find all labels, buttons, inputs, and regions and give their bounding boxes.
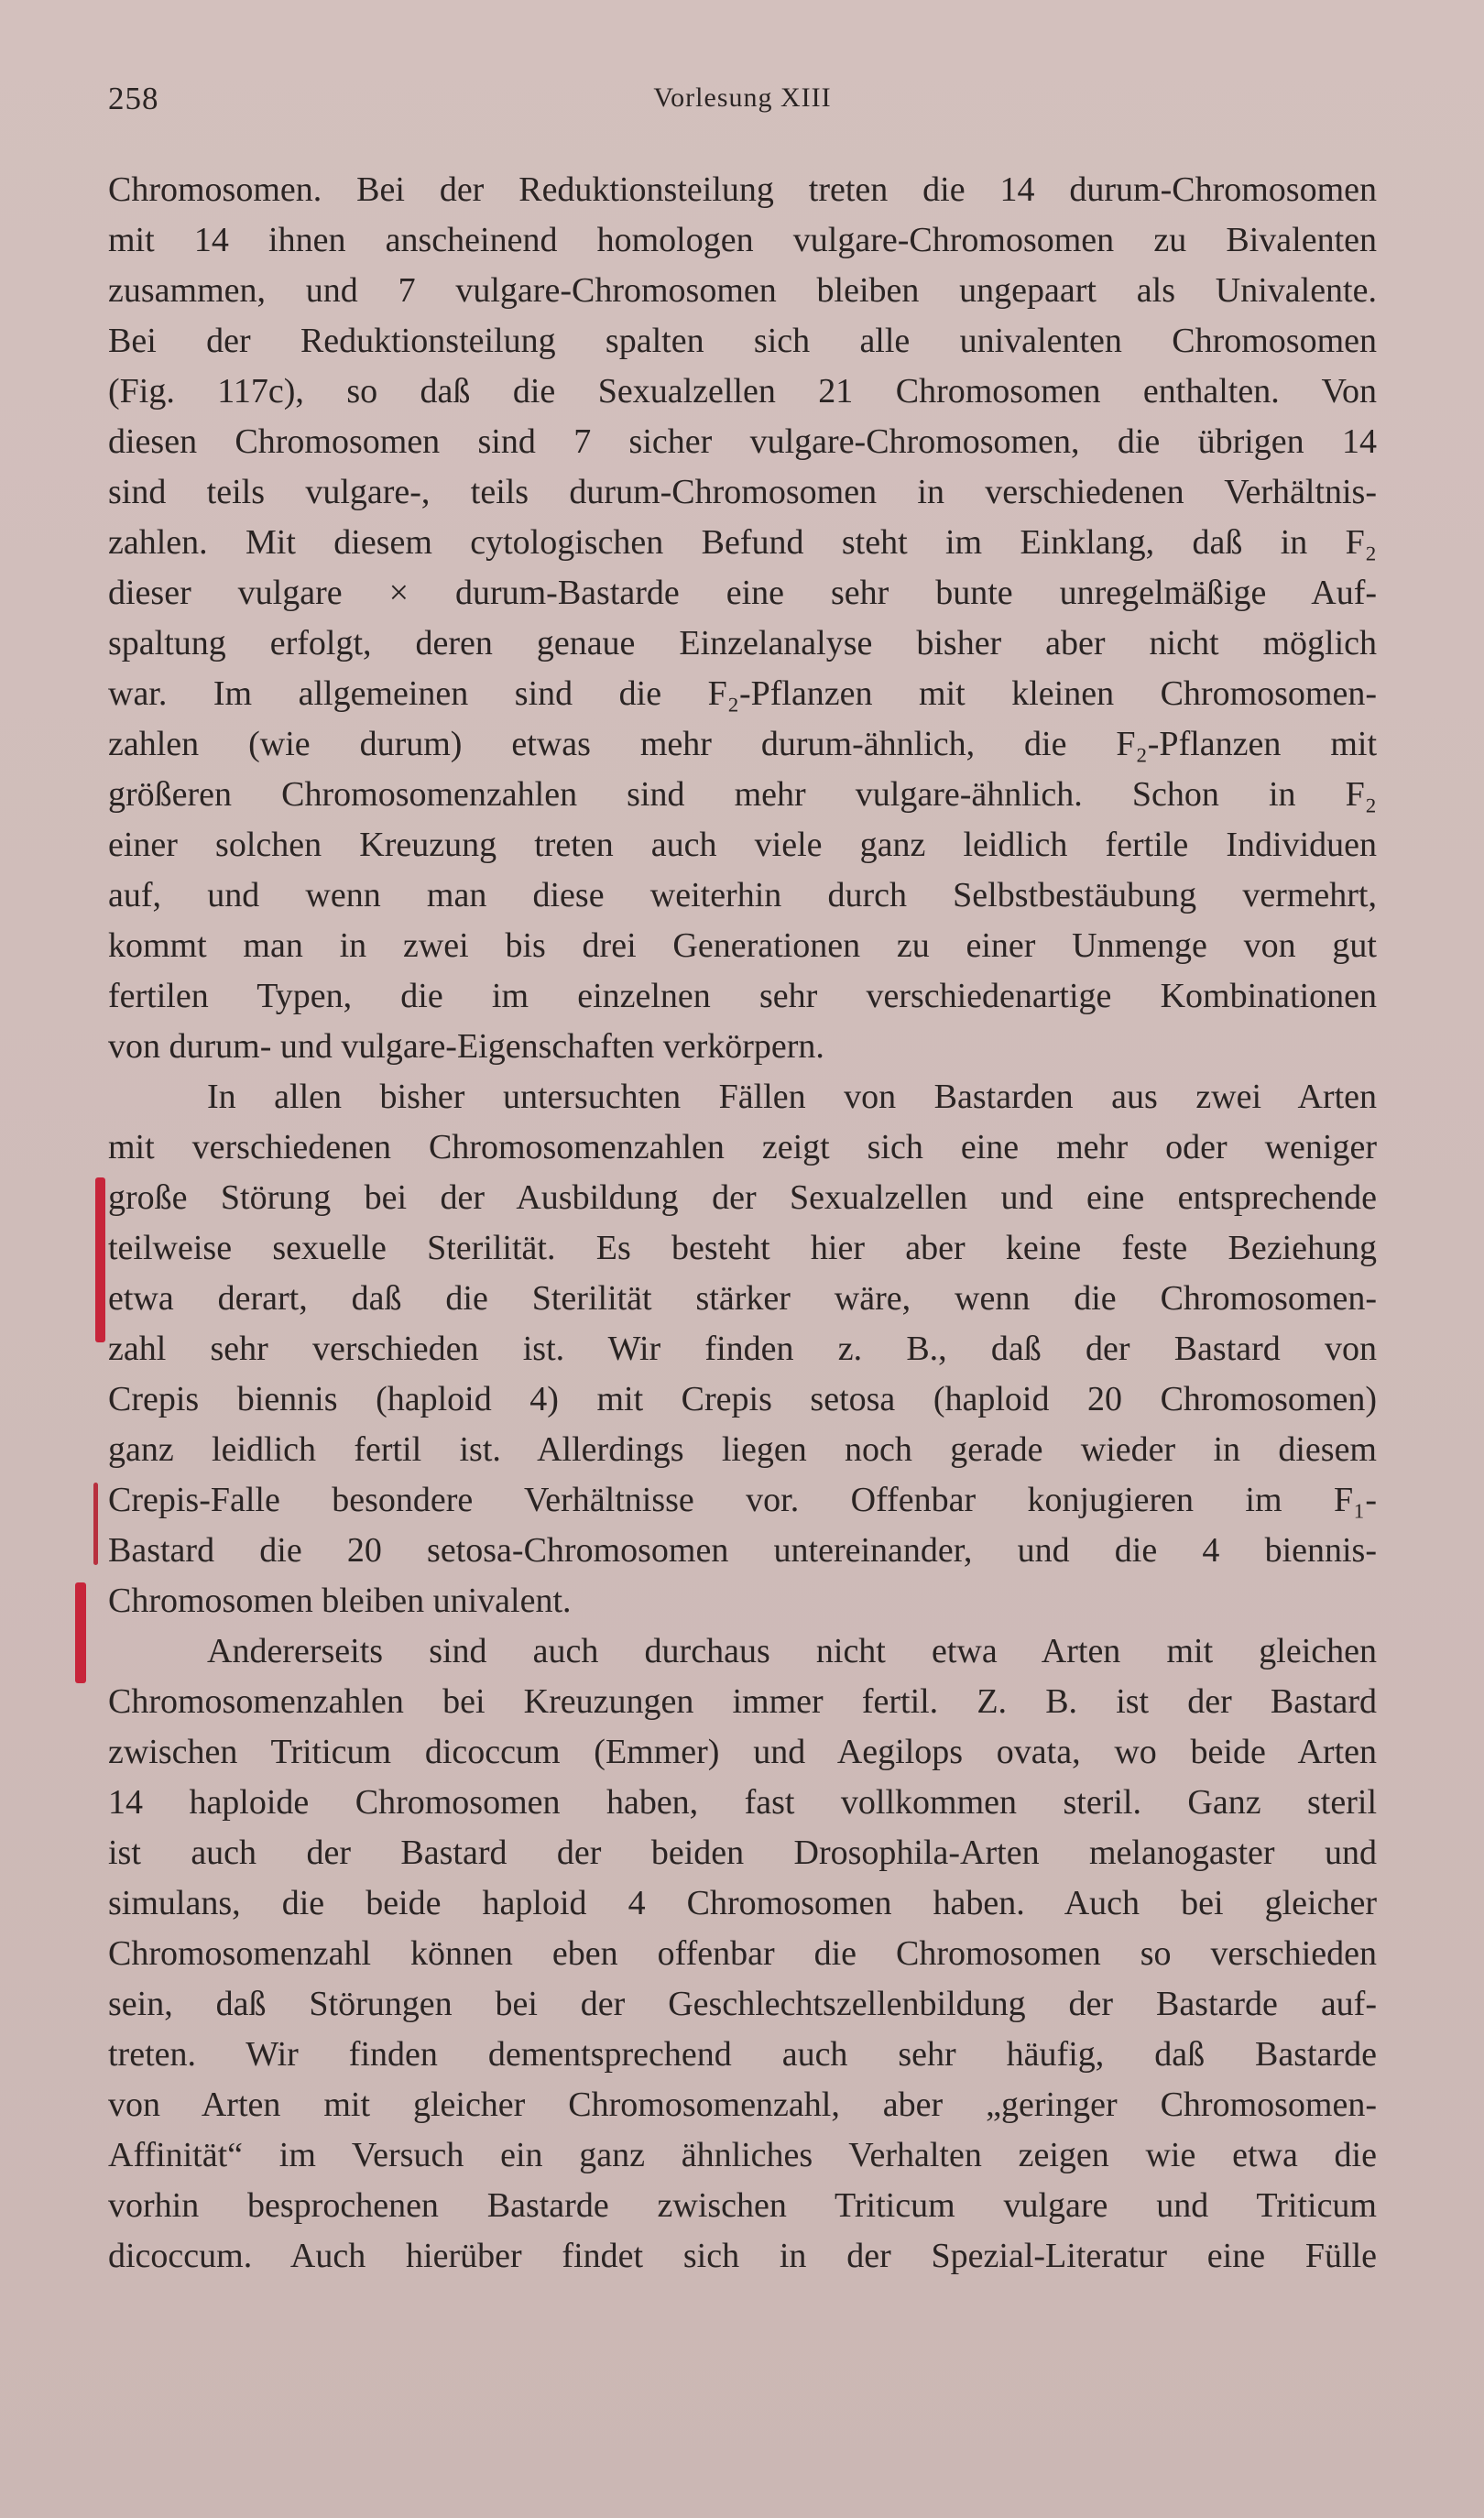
text-line: zwischen Triticum dicoccum (Emmer) und Aegilops ovata, wo beide Arten bbox=[108, 1733, 1377, 1771]
text-line: ganz leidlich fertil ist. Allerdings liegen noch gerade wieder in diesem bbox=[108, 1430, 1377, 1469]
margin-mark bbox=[93, 1483, 98, 1565]
text-line: Bei der Reduktionsteilung spalten sich alle univalenten Chromosomen bbox=[108, 322, 1377, 360]
text-line: dicoccum. Auch hierüber findet sich in der Spezial-Literatur eine Fülle bbox=[108, 2237, 1377, 2275]
text-line: sind teils vulgare-, teils durum-Chromosomen in verschiedenen Verhältnis- bbox=[108, 473, 1377, 511]
text-line: von Arten mit gleicher Chromosomenzahl, aber „geringer Chromosomen- bbox=[108, 2086, 1377, 2124]
text-line: auf, und wenn man diese weiterhin durch Selbstbestäubung vermehrt, bbox=[108, 876, 1377, 914]
text-line: In allen bisher untersuchten Fällen von Bastarden aus zwei Arten bbox=[207, 1078, 1377, 1116]
text-line: sein, daß Störungen bei der Geschlechtszellenbildung der Bastarde auf- bbox=[108, 1985, 1377, 2023]
text-line: fertilen Typen, die im einzelnen sehr verschiedenartige Kombinationen bbox=[108, 977, 1377, 1015]
text-line: größeren Chromosomenzahlen sind mehr vulgare-ähnlich. Schon in F₂ bbox=[108, 775, 1377, 814]
running-head: Vorlesung XIII bbox=[653, 82, 832, 113]
text-line: teilweise sexuelle Sterilität. Es besteht hier aber keine feste Beziehung bbox=[108, 1229, 1377, 1267]
page-header bbox=[108, 81, 1377, 126]
text-line: Chromosomen. Bei der Reduktionsteilung treten die 14 durum-Chromosomen bbox=[108, 170, 1377, 209]
text-line: ist auch der Bastard der beiden Drosophila-Arten melanogaster und bbox=[108, 1834, 1377, 1872]
text-line: Crepis biennis (haploid 4) mit Crepis setosa (haploid 20 Chromosomen) bbox=[108, 1380, 1377, 1418]
text-line: mit 14 ihnen anscheinend homologen vulgare-Chromosomen zu Bivalenten bbox=[108, 221, 1377, 259]
text-line: zahl sehr verschieden ist. Wir finden z. B., daß der Bastard von bbox=[108, 1330, 1377, 1368]
text-line: spaltung erfolgt, deren genaue Einzelanalyse bisher aber nicht möglich bbox=[108, 624, 1377, 662]
text-line: war. Im allgemeinen sind die F₂-Pflanzen mit kleinen Chromosomen- bbox=[108, 674, 1377, 713]
text-line: Chromosomen bleiben univalent. bbox=[108, 1582, 572, 1620]
text-line: vorhin besprochenen Bastarde zwischen Triticum vulgare und Triticum bbox=[108, 2186, 1377, 2225]
text-line: von durum- und vulgare-Eigenschaften verkörpern. bbox=[108, 1027, 824, 1066]
text-line: zahlen (wie durum) etwas mehr durum-ähnlich, die F₂-Pflanzen mit bbox=[108, 725, 1377, 763]
text-line: treten. Wir finden dementsprechend auch sehr häufig, daß Bastarde bbox=[108, 2035, 1377, 2074]
text-line: Affinität“ im Versuch ein ganz ähnliches Verhalten zeigen wie etwa die bbox=[108, 2136, 1377, 2174]
text-line: zusammen, und 7 vulgare-Chromosomen bleiben ungepaart als Univalente. bbox=[108, 271, 1377, 310]
text-line: zahlen. Mit diesem cytologischen Befund steht im Einklang, daß in F₂ bbox=[108, 523, 1377, 562]
text-line: dieser vulgare × durum-Bastarde eine sehr bunte unregelmäßige Auf- bbox=[108, 574, 1377, 612]
page-number: 258 bbox=[108, 81, 159, 116]
text-line: diesen Chromosomen sind 7 sicher vulgare-Chromosomen, die übrigen 14 bbox=[108, 422, 1377, 461]
text-line: kommt man in zwei bis drei Generationen zu einer Unmenge von gut bbox=[108, 926, 1377, 965]
text-line: simulans, die beide haploid 4 Chromosomen haben. Auch bei gleicher bbox=[108, 1884, 1377, 1922]
body-text bbox=[108, 165, 1377, 2282]
text-line: 14 haploide Chromosomen haben, fast vollkommen steril. Ganz steril bbox=[108, 1783, 1377, 1822]
text-line: Andererseits sind auch durchaus nicht etwa Arten mit gleichen bbox=[207, 1632, 1377, 1670]
text-line: Bastard die 20 setosa-Chromosomen untereinander, und die 4 biennis- bbox=[108, 1531, 1377, 1570]
text-line: Chromosomenzahl können eben offenbar die Chromosomen so verschieden bbox=[108, 1934, 1377, 1973]
margin-mark bbox=[95, 1177, 105, 1342]
margin-mark bbox=[75, 1582, 86, 1683]
text-line: (Fig. 117c), so daß die Sexualzellen 21 Chromosomen enthalten. Von bbox=[108, 372, 1377, 411]
text-line: etwa derart, daß die Sterilität stärker wäre, wenn die Chromosomen- bbox=[108, 1279, 1377, 1318]
text-line: Chromosomenzahlen bei Kreuzungen immer fertil. Z. B. ist der Bastard bbox=[108, 1682, 1377, 1721]
text-line: Crepis-Falle besondere Verhältnisse vor. Offenbar konjugieren im F₁- bbox=[108, 1481, 1377, 1519]
text-line: mit verschiedenen Chromosomenzahlen zeigt sich eine mehr oder weniger bbox=[108, 1128, 1377, 1166]
text-line: große Störung bei der Ausbildung der Sexualzellen und eine entsprechende bbox=[108, 1178, 1377, 1217]
text-line: einer solchen Kreuzung treten auch viele ganz leidlich fertile Individuen bbox=[108, 826, 1377, 864]
